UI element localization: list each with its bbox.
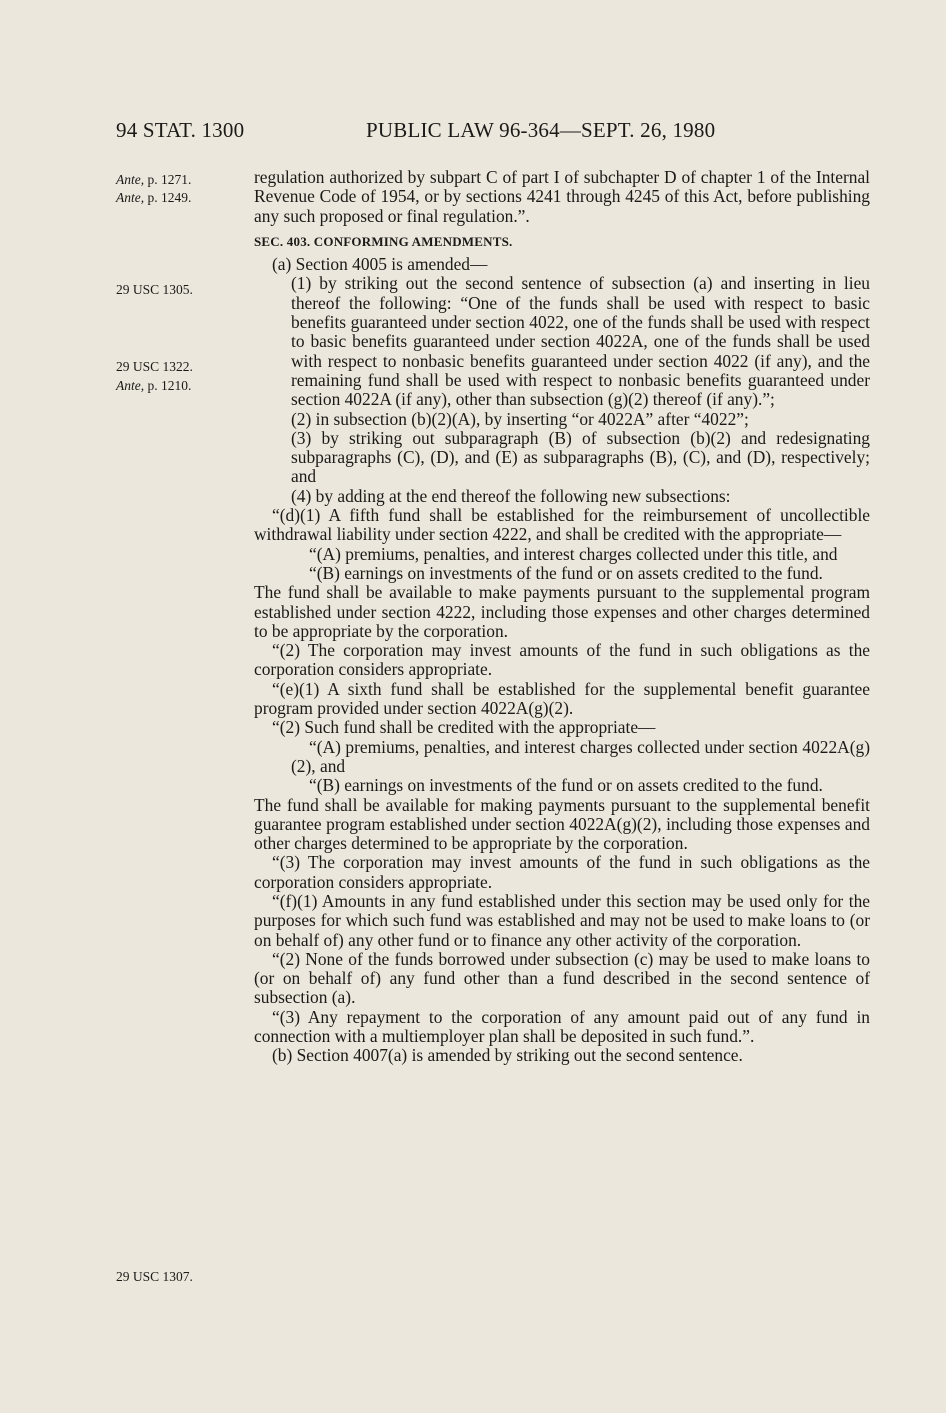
margin-note-29usc1307: 29 USC 1307. xyxy=(116,1269,193,1284)
margin-note-29usc1322: 29 USC 1322. xyxy=(116,359,193,374)
new-subsection-d1: “(d)(1) A fifth fund shall be established for the reimbursement of uncollectible withdrawal liability under section 4222, and shall be credited with the appropriate— xyxy=(254,505,870,545)
paragraph-a4: (4) by adding at the end thereof the following new subsections: xyxy=(291,485,731,506)
paragraph-a3: (3) by striking out subparagraph (B) of subsection (b)(2) and redesignating subparagraphs (C), (D), and (E) as subparagraphs (B), (C), and (D), respectively; and xyxy=(291,427,870,487)
paragraph-a1: (1) by striking out the second sentence of subsection (a) and inserting in lieu thereof the following: “One of the funds shall be used with respect to basic benefits guaranteed under section 4022, one of the funds shall be used with respect to basic benefits guaranteed under section 4022A, one of the funds shall be used with respect to nonbasic benefits guaranteed under section 4022 (if any), and the remaining fund shall be used with respect to nonbasic benefits guaranteed under section 4022A (if any), other than subsection (g)(2) thereof (if any).”; xyxy=(291,273,870,410)
paragraph-a2: (2) in subsection (b)(2)(A), by inserting “or 4022A” after “4022”; xyxy=(291,408,749,429)
new-subsection-e3: “(3) The corporation may invest amounts of the fund in such obligations as the corporation considers appropriate. xyxy=(254,852,870,892)
public-law-title: PUBLIC LAW 96-364—SEPT. 26, 1980 xyxy=(366,118,716,142)
subsection-a: (a) Section 4005 is amended— xyxy=(272,254,488,275)
new-subsection-f2: “(2) None of the funds borrowed under subsection (c) may be used to make loans to (or on behalf of) any fund other than a fund described in the second sentence of subsection (a). xyxy=(254,948,870,1008)
section-heading: SEC. 403. CONFORMING AMENDMENTS. xyxy=(254,233,513,249)
subsection-b: (b) Section 4007(a) is amended by striking out the second sentence. xyxy=(272,1045,743,1066)
margin-note-ante-1271: Ante, p. 1271. xyxy=(116,172,192,187)
clause-e2-A: “(A) premiums, penalties, and interest charges collected under section 4022A(g)(2), and xyxy=(291,736,870,776)
clause-d1-B: “(B) earnings on investments of the fund or on assets credited to the fund. xyxy=(309,562,823,583)
clause-d1-A: “(A) premiums, penalties, and interest charges collected under this title, and xyxy=(309,543,838,564)
document-body xyxy=(254,168,870,1066)
new-subsection-e2: “(2) Such fund shall be credited with the appropriate— xyxy=(272,717,656,738)
paragraph-regulation: regulation authorized by subpart C of part I of subchapter D of chapter 1 of the Internal Revenue Code of 1954, or by sections 4241 through 4245 of this Act, before publishing any such proposed or final regulation.”. xyxy=(254,167,870,226)
paragraph-d1-tail: The fund shall be available to make payments pursuant to the supplemental program established under section 4222, including those expenses and other charges determined to be appropriate by the corporation. xyxy=(254,582,870,641)
paragraph-e2-tail: The fund shall be available for making payments pursuant to the supplemental benefit guarantee program established under section 4022A(g)(2), including those expenses and other charges determined to be appropriate by the corporation. xyxy=(254,794,870,854)
margin-note-ante-1249: Ante, p. 1249. xyxy=(116,190,192,205)
new-subsection-e1: “(e)(1) A sixth fund shall be established for the supplemental benefit guarantee program provided under section 4022A(g)(2). xyxy=(254,678,870,719)
statute-page-number: 94 STAT. 1300 xyxy=(116,118,245,142)
margin-note-29usc1305: 29 USC 1305. xyxy=(116,282,193,297)
new-subsection-f3: “(3) Any repayment to the corporation of any amount paid out of any fund in connection with a multiemployer plan shall be deposited in such fund.”. xyxy=(254,1006,870,1047)
clause-e2-B: “(B) earnings on investments of the fund or on assets credited to the fund. xyxy=(309,775,823,796)
new-subsection-d2: “(2) The corporation may invest amounts of the fund in such obligations as the corporation considers appropriate. xyxy=(254,640,870,680)
new-subsection-f1: “(f)(1) Amounts in any fund established under this section may be used only for the purposes for which such fund was established and may not be used to make loans to (or on behalf of) any other fund or to finance any other activity of the corporation. xyxy=(254,890,870,950)
margin-note-ante-1210: Ante, p. 1210. xyxy=(116,378,192,393)
